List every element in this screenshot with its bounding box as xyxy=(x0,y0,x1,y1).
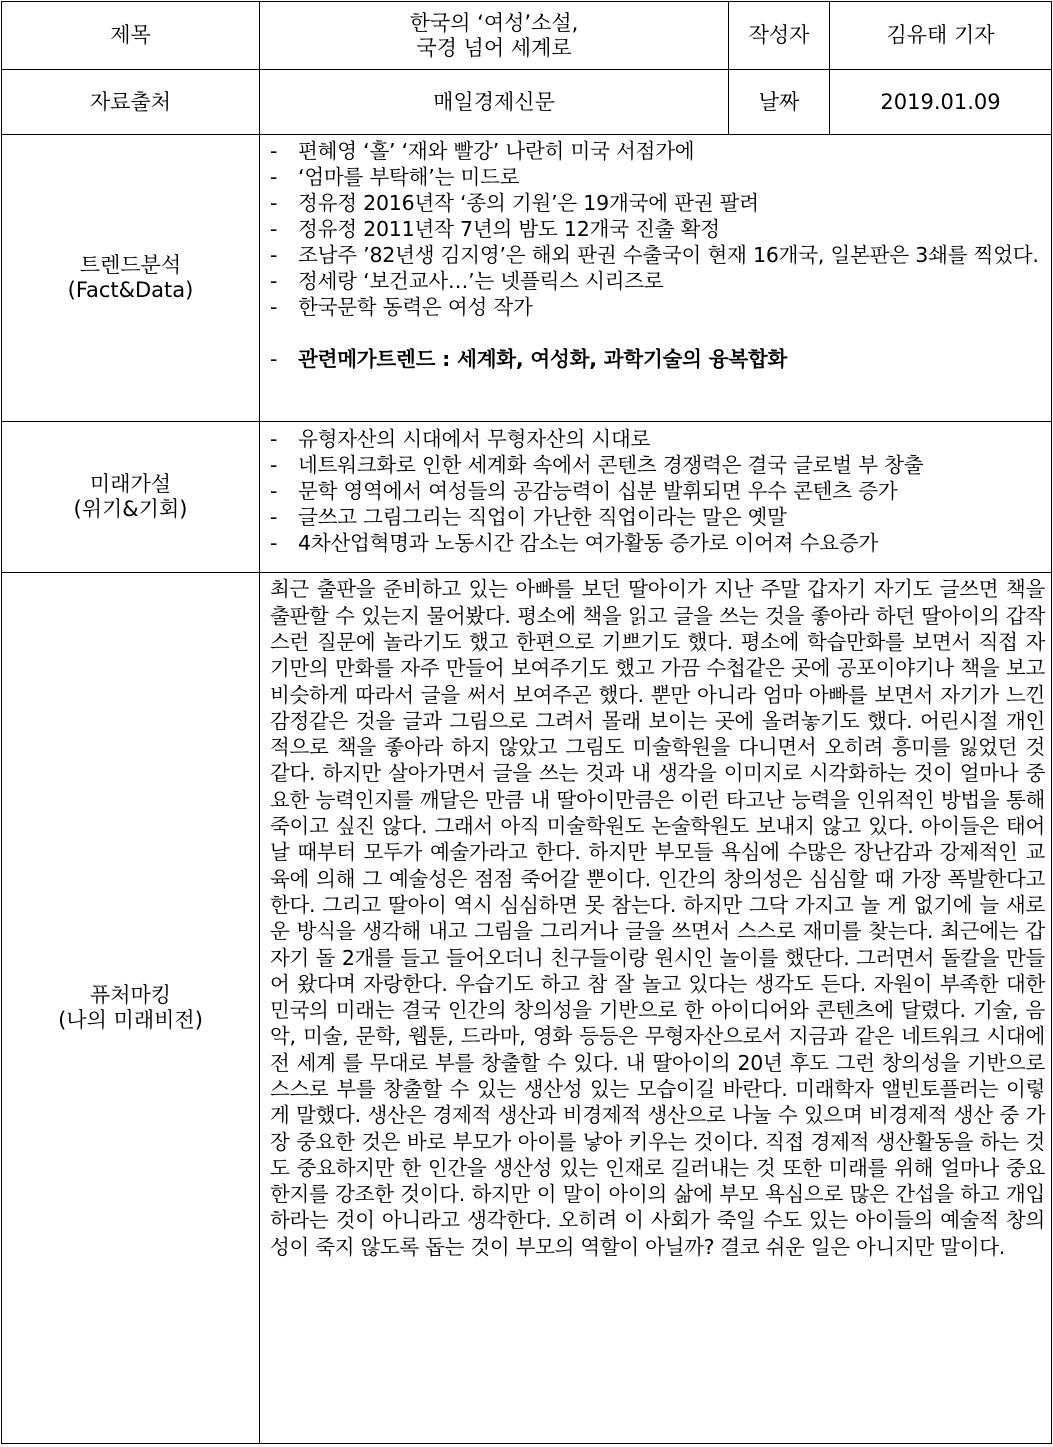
marking-label-sub: (나의 미래비전) xyxy=(58,1008,203,1033)
future-list xyxy=(260,426,1051,556)
title-line-2: 국경 넘어 세계로 xyxy=(416,35,572,60)
list-item: - 4차산업혁명과 노동시간 감소는 여가활동 증가로 이어져 수요증가 xyxy=(270,531,879,556)
marking-content xyxy=(260,573,1052,1444)
report-table xyxy=(1,1,1052,1444)
title-line-1: 한국의 ‘여성’소설, xyxy=(409,10,579,35)
author-label: 작성자 xyxy=(729,2,830,70)
list-item: - 편혜영 ‘홀’ ‘재와 빨강’ 나란히 미국 서점가에 xyxy=(270,139,695,164)
title-row xyxy=(2,2,1052,70)
date-label: 날짜 xyxy=(729,70,830,135)
list-item: - 글쓰고 그림그리는 직업이 가난한 직업이라는 말은 옛말 xyxy=(270,505,787,530)
trend-content xyxy=(260,135,1052,422)
trend-label-sub: (Fact&Data) xyxy=(67,278,194,303)
author-value: 김유태 기자 xyxy=(830,2,1052,70)
future-label-title: 미래가설 xyxy=(89,472,172,497)
list-item: - 문학 영역에서 여성들의 공감능력이 십분 발휘되면 우수 콘텐츠 증가 xyxy=(270,479,898,504)
list-item: - 한국문학 동력은 여성 작가 xyxy=(270,295,533,320)
trend-label xyxy=(2,135,260,422)
title-value xyxy=(260,2,729,70)
marking-label xyxy=(2,573,260,1444)
list-item: - 네트워크화로 인한 세계화 속에서 콘텐츠 경쟁력은 결국 글로벌 부 창출 xyxy=(270,453,924,478)
future-label xyxy=(2,422,260,573)
marking-label-title: 퓨처마킹 xyxy=(89,983,172,1008)
list-item: - 정세랑 ‘보건교사…’는 넷플릭스 시리즈로 xyxy=(270,269,664,294)
trend-label-title: 트렌드분석 xyxy=(79,253,182,278)
list-item: - ‘엄마를 부탁해’는 미드로 xyxy=(270,165,520,190)
future-content xyxy=(260,422,1052,573)
marking-essay: 최근 출판을 준비하고 있는 아빠를 보던 딸아이가 지난 주말 갑자기 자기도 글쓰면 책을 출판할 수 있는지 물어봤다. 평소에 책을 읽고 글을 쓰는 것을 좋아라 하던 딸아이의 갑작스런 질문에 놀라기도 했고 한편으로 기쁘기도 했다. 평소에 학습만화를 보면서 직접 자기만의 만화를 자주 만들어 보여주기도 했고 가끔 수첩같은 곳에 공포이야기나 책을 보고 비슷하게 따라서 글을 써서 보여주곤 했다. 뿐만 아니라 엄마 아빠를 보면서 자기가 느낀 감정같은 것을 글과 그림으로 그려서 몰래 보이는 곳에 올려놓기도 했다. 어린시절 개인적으로 책을 좋아라 하지 않았고 그림도 미술학원을 다니면서 오히려 흥미를 잃었던 것 같다. 하지만 살아가면서 글을 쓰는 것과 내 생각을 이미지로 시각화하는 것이 얼마나 중요한 능력인지를 깨달은 만큼 내 딸아이만큼은 이런 타고난 능력을 인위적인 방법을 통해 죽이고 싶진 않다. 그래서 아직 미술학원도 논술학원도 보내지 않고 있다. 아이들은 태어날 때부터 모두가 예술가라고 한다. 하지만 부모들 욕심에 수많은 장난감과 강제적인 교육에 의해 그 예술성은 점점 죽어갈 뿐이다. 인간의 창의성은 심심할 때 가장 폭발한다고 한다. 그리고 딸아이 역시 심심하면 못 참는다. 하지만 그닥 가지고 놀 게 없기에 늘 새로운 방식을 생각해 내고 그림을 그리거나 글을 쓰면서 스스로 재미를 찾는다. 최근에는 갑자기 돌 2개를 들고 들어오더니 친구들이랑 원시인 놀이를 했단다. 그러면서 돌칼을 만들어 왔다며 자랑한다. 우습기도 하고 참 잘 놀고 있다는 생각도 든다. 자원이 부족한 대한민국의 미래는 결국 인간의 창의성을 기반으로 한 아이디어와 콘텐츠에 달렸다. 기술, 음악, 미술, 문학, 웹툰, 드라마, 영화 등등은 무형자산으로서 지금과 같은 네트워크 시대에 전 세계 를 무대로 부를 창출할 수 있다. 내 딸아이의 20년 후도 그런 창의성을 기반으로 스스로 부를 창출할 수 있는 생산성 있는 모습이길 바란다. 미래학자 앨빈토플러는 이렇게 말했다. 생산은 경제적 생산과 비경제적 생산으로 나눌 수 있으며 비경제적 생산 중 가장 중요한 것은 바로 부모가 아이를 낳아 키우는 것이다. 직접 경제적 생산활동을 하는 것도 중요하지만 한 인간을 생산성 있는 인재로 길러내는 것 또한 미래를 위해 얼마나 중요한지를 강조한 것이다. 하지만 이 말이 아이의 삶에 부모 욕심으로 많은 간섭을 하고 개입하라는 것이 아니라고 생각한다. 오히려 이 사회가 죽일 수도 있는 아이들의 예술적 창의성이 죽지 않도록 돕는 것이 부모의 역할이 아닐까? 결코 쉬운 일은 아니지만 말이다. xyxy=(270,577,1045,1259)
date-value: 2019.01.09 xyxy=(830,70,1052,135)
list-item: - 정유정 2011년작 7년의 밤도 12개국 진출 확정 xyxy=(270,217,720,242)
megatrend-item: - 관련메가트렌드 : 세계화, 여성화, 과학기술의 융복합화 xyxy=(270,347,788,372)
marking-row xyxy=(2,573,1052,1444)
future-row xyxy=(2,422,1052,573)
future-label-sub: (위기&기회) xyxy=(73,497,188,522)
trend-row xyxy=(2,135,1052,422)
title-label: 제목 xyxy=(2,2,260,70)
list-item: - 정유정 2016년작 ‘종의 기원’은 19개국에 판권 팔려 xyxy=(270,191,759,216)
list-item: - 유형자산의 시대에서 무형자산의 시대로 xyxy=(270,427,651,452)
list-item: - 조남주 ’82년생 김지영’은 해외 판권 수출국이 현재 16개국, 일본판은 3쇄를 찍었다. xyxy=(270,243,1039,268)
source-value: 매일경제신문 xyxy=(260,70,729,135)
source-label: 자료출처 xyxy=(2,70,260,135)
source-row xyxy=(2,70,1052,135)
trend-list xyxy=(260,138,1051,372)
